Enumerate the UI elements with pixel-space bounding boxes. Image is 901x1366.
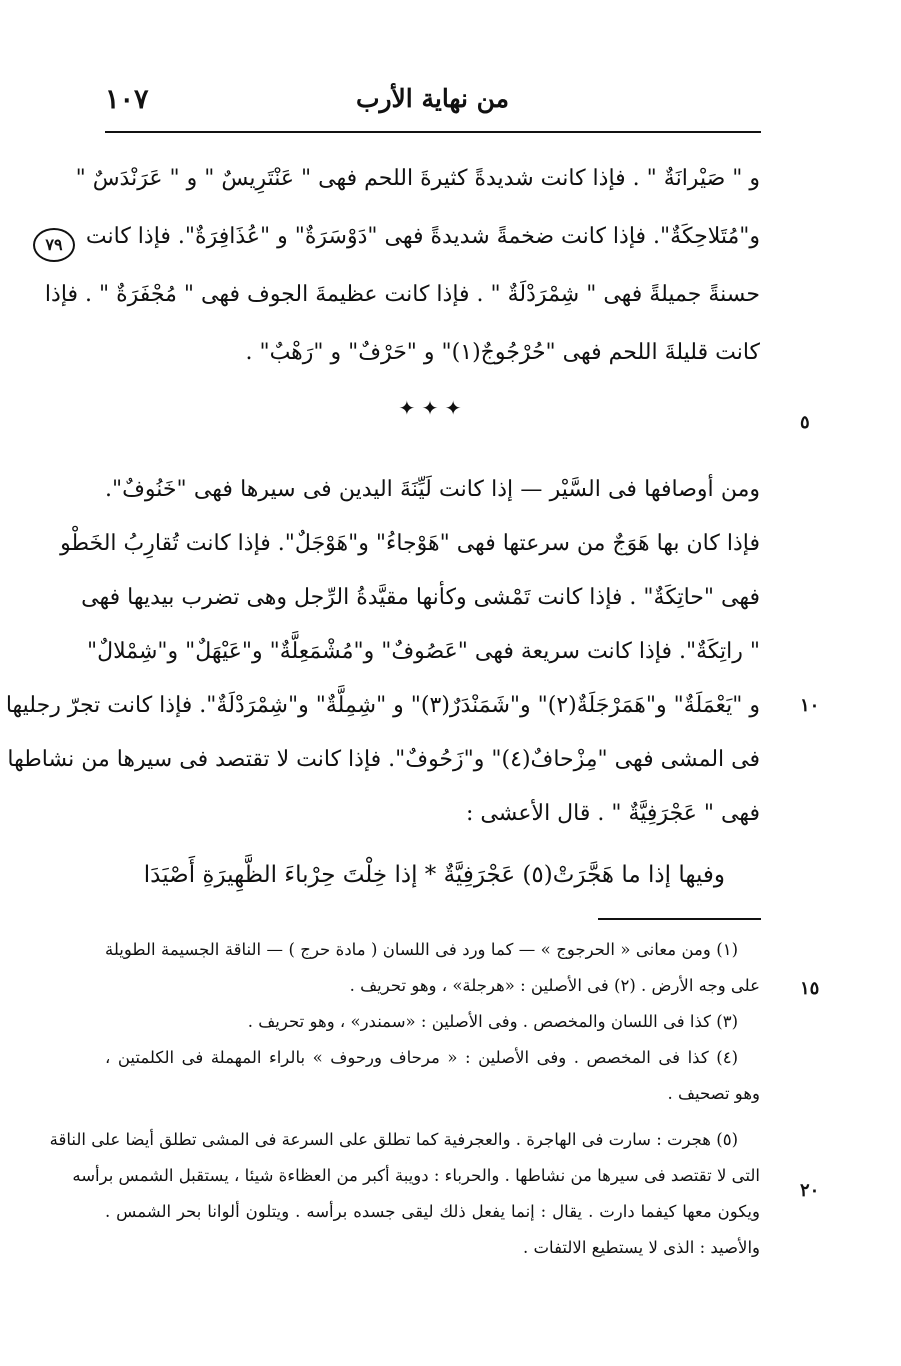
footnote-line: (٥) هجرت : سارت فى الهاجرة . والعجرفية كما تطلق على السرعة فى المشى تطلق أيضا على الناقة xyxy=(49,1130,738,1149)
text-line: و"مُتَلاحِكَةٌ". فإذا كانت ضخمةً شديدةً فهى "دَوْسَرَةٌ" و "عُذَافِرَةٌ". فإذا كانت xyxy=(85,224,760,249)
page-number: ١٠٧ xyxy=(105,84,149,115)
text-line: فإذا كان بها هَوَجٌ من سرعتها فهى "هَوْجاءُ" و"هَوْجَلٌ". فإذا كانت تُقارِبُ الخَطْو xyxy=(60,531,760,556)
footnote-rule xyxy=(598,918,761,920)
line-number-10: ١٠ xyxy=(800,695,820,716)
text-line: ومن أوصافها فى السَّيْر — إذا كانت لَيِّنَةَ اليدين فى سيرها فهى "خَنُوفٌ". xyxy=(105,477,760,502)
footnotes xyxy=(49,932,760,1266)
line-number-15: ١٥ xyxy=(800,978,820,999)
text-line: و "يَعْمَلَةٌ" و"هَمَرْجَلَةٌ(٢)" و"شَمَنْدَرٌ(٣)" و "شِمِلَّةٌ" و"شِمْرَدْلَةٌ". فإذا كانت تجرّ رجليها xyxy=(5,693,760,718)
footnote-line: (٣) كذا فى اللسان والمخصص . وفى الأصلين : «سمندر» ، وهو تحريف . xyxy=(247,1012,738,1031)
footnote-line: وهو تصحيف . xyxy=(667,1084,760,1103)
line-number-5: ٥ xyxy=(800,412,810,433)
text-line: حسنةً جميلةً فهى " شِمْرَدْلَةٌ " . فإذا كانت عظيمةَ الجوف فهى " مُجْفَرَةٌ " . فإذا xyxy=(44,282,760,307)
text-line: فهى "حاتِكَةٌ" . فإذا كانت تَمْشى وكأنها مقيَّدةُ الرِّجل وهى تضرب بيديها فهى xyxy=(81,585,760,610)
poetry-verse: وفيها إذا ما هَجَّرَتْ(٥) عَجْرَفِيَّةٌ * إذا خِلْتَ حِرْباءَ الظَّهِيرَةِ أَصْيَدَا xyxy=(143,862,725,888)
margin-page-mark: ٧٩ xyxy=(33,228,75,262)
text-line: فهى " عَجْرَفِيَّةٌ " . قال الأعشى : xyxy=(466,801,760,826)
footnote-line: ويكون معها كيفما دارت . يقال : إنما يفعل ذلك ليقى جسده برأسه . ويتلون ألوانا بحر الشمس . xyxy=(105,1202,760,1221)
footnote-line: (١) ومن معانى « الحرجوج » — كما ورد فى اللسان ( مادة حرج ) — الناقة الجسيمة الطويلة xyxy=(105,940,738,959)
section-divider-stars: ✦ ✦ ✦ xyxy=(398,396,462,420)
text-line: " راتِكَةٌ". فإذا كانت سريعة فهى "عَصُوفٌ" و"مُشْمَعِلَّةٌ" و"عَيْهَلٌ" و"شِمْلالٌ" xyxy=(87,639,760,664)
paragraph-camel-gait xyxy=(5,463,760,841)
text-line: فى المشى فهى "مِزْحافٌ(٤)" و"زَحُوفٌ". فإذا كانت لا تقتصد فى سيرها من نشاطها xyxy=(7,747,760,772)
text-line: و " صَيْرانَةٌ " . فإذا كانت شديدةً كثيرةَ اللحم فهى " عَنْتَرِيسٌ " و " عَرَنْدَسٌ " xyxy=(75,166,760,191)
header-rule xyxy=(105,131,761,133)
line-number-20: ٢٠ xyxy=(800,1180,820,1201)
running-title: من نهاية الأرب xyxy=(355,84,510,113)
footnote-line: (٤) كذا فى المخصص . وفى الأصلين : « مرحاف ورحوف » بالراء المهملة فى الكلمتين ، xyxy=(105,1048,738,1067)
footnote-line: التى لا تقتصد فى سيرها من نشاطها . والحرباء : دويبة أكبر من العظاءة شيئا ، يستقبل الشمس برأسه xyxy=(72,1166,760,1185)
footnote-line: على وجه الأرض . (٢) فى الأصلين : «هرجلة» ، وهو تحريف . xyxy=(349,976,760,995)
footnote-line: والأصيد : الذى لا يستطيع الالتفات . xyxy=(523,1238,760,1257)
text-line: كانت قليلةَ اللحم فهى "حُرْجُوجٌ(١)" و "حَرْفٌ" و "رَهْبٌ" . xyxy=(245,340,760,365)
running-header xyxy=(105,80,760,126)
